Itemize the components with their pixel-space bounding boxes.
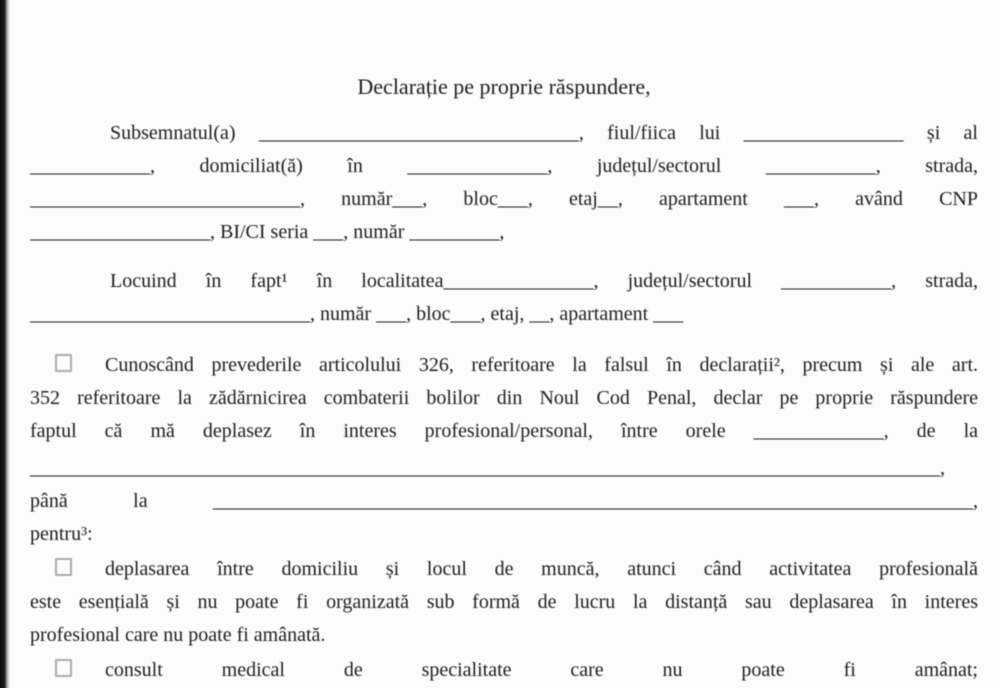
line-pana-la <box>30 485 978 518</box>
line-numar-bloc-text: ___________________________, număr___, bloc___, etaj__, apartament ___, având CNP <box>30 188 978 210</box>
line-consult <box>30 654 978 687</box>
line-locuind <box>30 265 978 298</box>
line-pentru <box>30 518 978 551</box>
line-orele <box>30 415 978 448</box>
line-deplasarea <box>30 553 978 586</box>
line-esentiala <box>30 586 978 619</box>
line-esentiala-text: este esențială și nu poate fi organizată sub formă de lucru la distanță sau deplasarea în interes <box>30 591 978 613</box>
document-body <box>30 117 978 687</box>
line-subsemnatul-text: Subsemnatul(a) ________________________________, fiul/fiica lui ________________ și al <box>110 122 978 144</box>
line-pentru-text: pentru³: <box>30 523 93 545</box>
checkbox-icon[interactable] <box>55 558 72 576</box>
line-domiciliat-text: ____________, domiciliat(ă) în ______________, județul/sectorul ___________, strada, <box>30 155 978 177</box>
line-numar-bloc <box>30 183 978 216</box>
line-subsemnatul <box>30 117 978 150</box>
line-blank-full-text: ___________________________________________________________________________________________, <box>30 457 945 479</box>
line-deplasarea-text: deplasarea între domiciliu și locul de muncă, atunci când activitatea profesională <box>105 558 978 580</box>
line-orele-text: faptul că mă deplasez în interes profesional/personal, între orele _____________, de la <box>30 420 978 442</box>
line-consult-text: consult medical de specialitate care nu poate fi amânat; <box>105 659 978 681</box>
document-title: Declarație pe proprie răspundere, <box>357 74 651 99</box>
line-domiciliat <box>30 150 978 183</box>
line-pana-la-text: până la ____________________________________________________________________________, <box>30 490 978 512</box>
line-profesional <box>30 619 978 652</box>
checkbox-icon[interactable] <box>55 659 72 677</box>
line-bici-text: __________________, BI/CI seria ___, număr _________, <box>30 221 505 243</box>
line-blank-full <box>30 452 978 485</box>
checkbox-icon[interactable] <box>55 354 72 372</box>
line-352 <box>30 382 978 415</box>
scan-left-edge <box>0 0 10 688</box>
line-profesional-text: profesional care nu poate fi amânată. <box>30 624 326 646</box>
line-locuind-2 <box>30 298 978 331</box>
line-bici <box>30 216 978 249</box>
line-locuind-text: Locuind în fapt¹ în localitatea_______________, județul/sectorul ___________, strada, <box>110 270 978 292</box>
line-352-text: 352 referitoare la zădărnicirea combaterii bolilor din Noul Cod Penal, declar pe proprie răspundere <box>30 387 978 409</box>
line-cunoscand <box>30 349 978 382</box>
line-cunoscand-text: Cunoscând prevederile articolului 326, referitoare la falsul în declarații², precum și ale art. <box>105 354 978 376</box>
line-locuind-2-text: ____________________________, număr ___, bloc___, etaj, __, apartament ___ <box>30 303 684 325</box>
